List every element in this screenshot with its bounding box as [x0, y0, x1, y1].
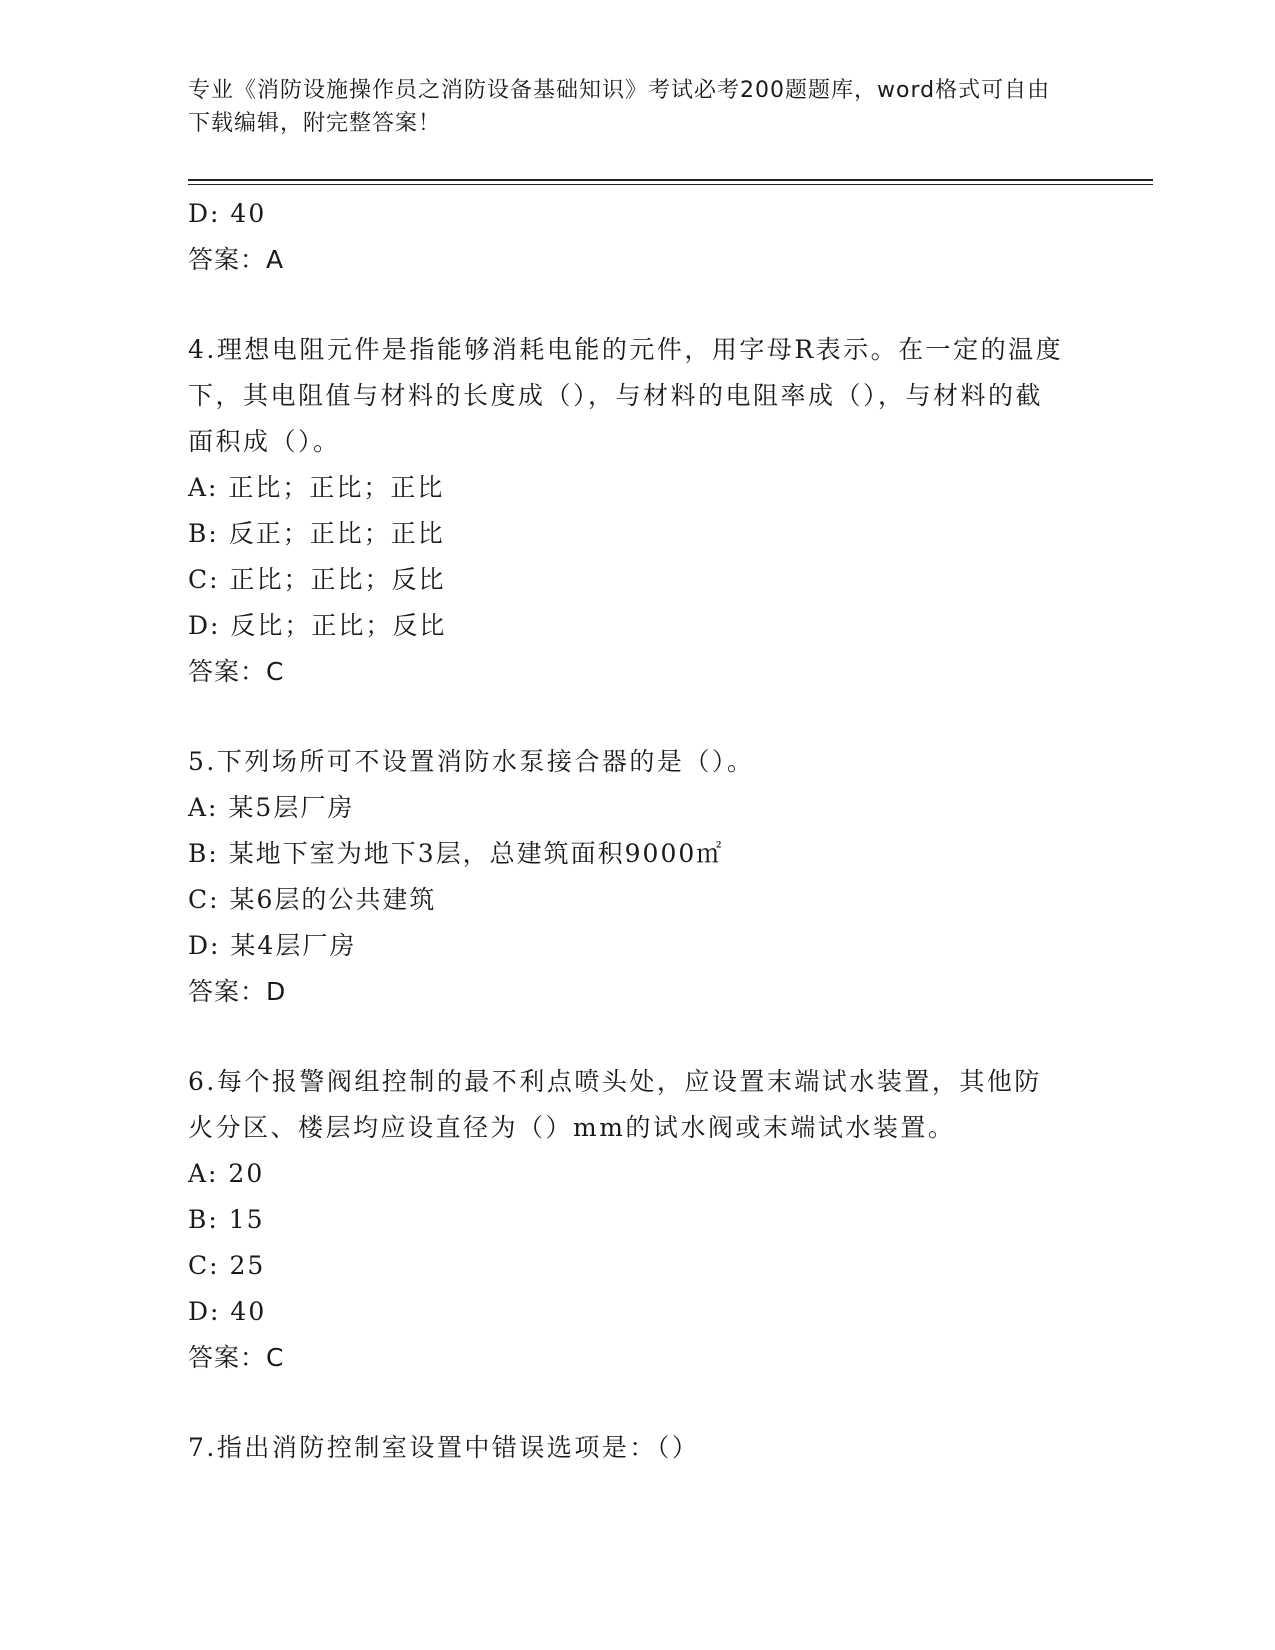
answer-line: 答案：C [188, 1343, 285, 1372]
header-divider-thick [188, 179, 1153, 181]
option-d: D: 某4层厂房 [188, 931, 357, 960]
question-6 [188, 1059, 1068, 1381]
question-text: 5.下列场所可不设置消防水泵接合器的是（）。 [188, 747, 755, 776]
document-header: 专业《消防设施操作员之消防设备基础知识》考试必考200题题库，word格式可自由下载编辑，附完整答案！ [188, 78, 1051, 136]
question-text: 4.理想电阻元件是指能够消耗电能的元件，用字母R表示。在一定的温度下，其电阻值与材料的长度成（），与材料的电阻率成（），与材料的截面积成（）。 [188, 335, 1064, 456]
question-7 [188, 1425, 1068, 1471]
answer-line: 答案：A [188, 245, 285, 274]
header-divider-thin [188, 184, 1153, 185]
option-b: B: 15 [188, 1205, 265, 1234]
answer-line: 答案：C [188, 657, 285, 686]
option-a: A: 正比；正比；正比 [188, 473, 445, 502]
document-body [188, 191, 1068, 1471]
option-c: C: 25 [188, 1251, 266, 1280]
question-5 [188, 739, 1068, 1015]
option-c: C: 某6层的公共建筑 [188, 885, 437, 914]
option-d: D: 反比；正比；反比 [188, 611, 447, 640]
option-d: D: 40 [188, 1297, 267, 1326]
option-d: D: 40 [188, 199, 267, 228]
question-text: 6.每个报警阀组控制的最不利点喷头处，应设置末端试水装置，其他防火分区、楼层均应设直径为（）mm的试水阀或末端试水装置。 [188, 1067, 1042, 1142]
option-b: B: 反正；正比；正比 [188, 519, 445, 548]
option-c: C: 正比；正比；反比 [188, 565, 446, 594]
option-a: A: 某5层厂房 [188, 793, 355, 822]
option-b: B: 某地下室为地下3层，总建筑面积9000㎡ [188, 839, 724, 868]
option-a: A: 20 [188, 1159, 265, 1188]
answer-line: 答案：D [188, 977, 287, 1006]
question-text: 7.指出消防控制室设置中错误选项是：（） [188, 1433, 700, 1462]
question-4 [188, 327, 1068, 695]
